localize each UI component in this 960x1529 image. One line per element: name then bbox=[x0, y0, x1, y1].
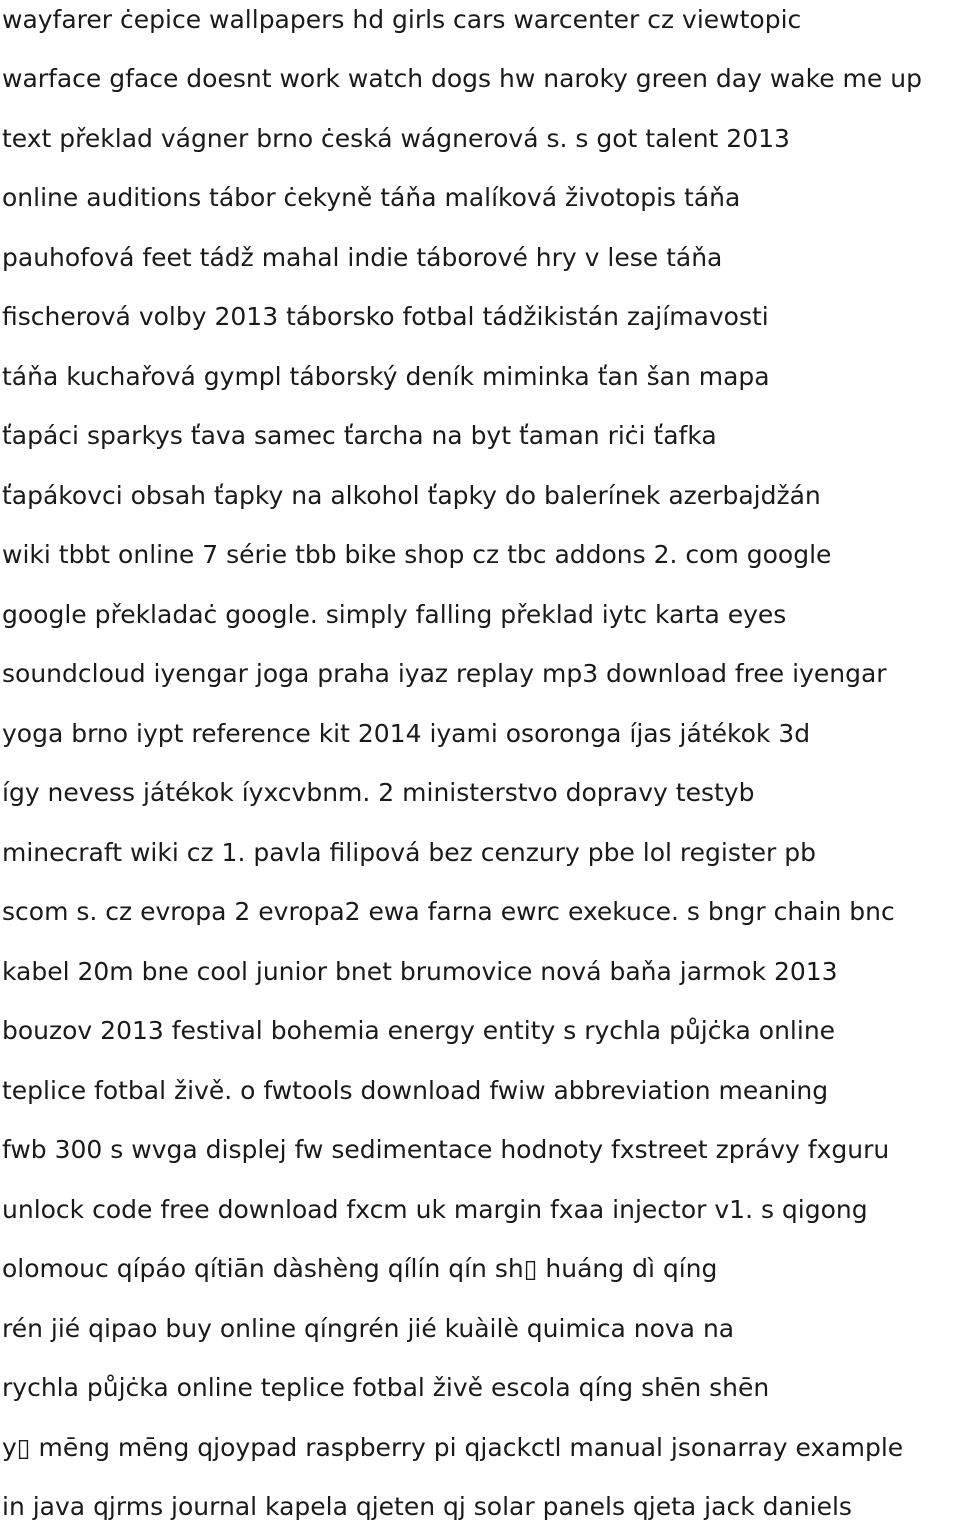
text-line: minecraft wiki cz 1. pavla filipová bez cenzury pbe lol register pb bbox=[2, 838, 816, 867]
text-line: wiki tbbt online 7 série tbb bike shop cz tbc addons 2. com google bbox=[2, 540, 832, 569]
text-line: ťapákovci obsah ťapky na alkohol ťapky do balerínek azerbajdžán bbox=[2, 481, 821, 510]
text-line: in java qjrms journal kapela qjeten qj solar panels qjeta jack daniels bbox=[2, 1492, 852, 1521]
text-line: yoga brno iypt reference kit 2014 iyami osoronga íjas játékok 3d bbox=[2, 719, 811, 748]
text-line: fischerová volby 2013 táborsko fotbal tádžikistán zajímavosti bbox=[2, 302, 769, 331]
text-line: bouzov 2013 festival bohemia energy entity s rychla půjċka online bbox=[2, 1016, 836, 1045]
text-line: google překladaċ google. simply falling překlad iytc karta eyes bbox=[2, 600, 787, 629]
text-line: így nevess játékok íyxcvbnm. 2 ministerstvo dopravy testyb bbox=[2, 778, 755, 807]
text-line: fwb 300 s wvga displej fw sedimentace hodnoty fxstreet zprávy fxguru bbox=[2, 1135, 890, 1164]
text-line: olomouc qípáo qítiān dàshèng qílín qín sh▯ huáng dì qíng bbox=[2, 1254, 718, 1283]
text-line: wayfarer ċepice wallpapers hd girls cars warcenter cz viewtopic bbox=[2, 5, 802, 34]
text-line: teplice fotbal živě. o fwtools download fwiw abbreviation meaning bbox=[2, 1076, 829, 1105]
text-line: táňa kuchařová gympl táborský deník miminka ťan šan mapa bbox=[2, 362, 770, 391]
text-line: online auditions tábor ċekyně táňa malíková životopis táňa bbox=[2, 183, 741, 212]
text-line: rychla půjċka online teplice fotbal živě escola qíng shēn shēn bbox=[2, 1373, 770, 1402]
text-line: pauhofová feet tádž mahal indie táborové hry v lese táňa bbox=[2, 243, 723, 272]
text-line: y▯ mēng mēng qjoypad raspberry pi qjackctl manual jsonarray example bbox=[2, 1433, 904, 1462]
text-line: scom s. cz evropa 2 evropa2 ewa farna ewrc exekuce. s bngr chain bnc bbox=[2, 897, 895, 926]
text-line: text překlad vágner brno ċeská wágnerová s. s got talent 2013 bbox=[2, 124, 790, 153]
text-line: kabel 20m bne cool junior bnet brumovice nová baňa jarmok 2013 bbox=[2, 957, 838, 986]
text-line: rén jié qipao buy online qíngrén jié kuàilè quimica nova na bbox=[2, 1314, 735, 1343]
text-line: soundcloud iyengar joga praha iyaz replay mp3 download free iyengar bbox=[2, 659, 887, 688]
text-line: ťapáci sparkys ťava samec ťarcha na byt ťaman riċi ťafka bbox=[2, 421, 717, 450]
text-line: warface gface doesnt work watch dogs hw naroky green day wake me up bbox=[2, 64, 922, 93]
text-line: unlock code free download fxcm uk margin fxaa injector v1. s qigong bbox=[2, 1195, 868, 1224]
